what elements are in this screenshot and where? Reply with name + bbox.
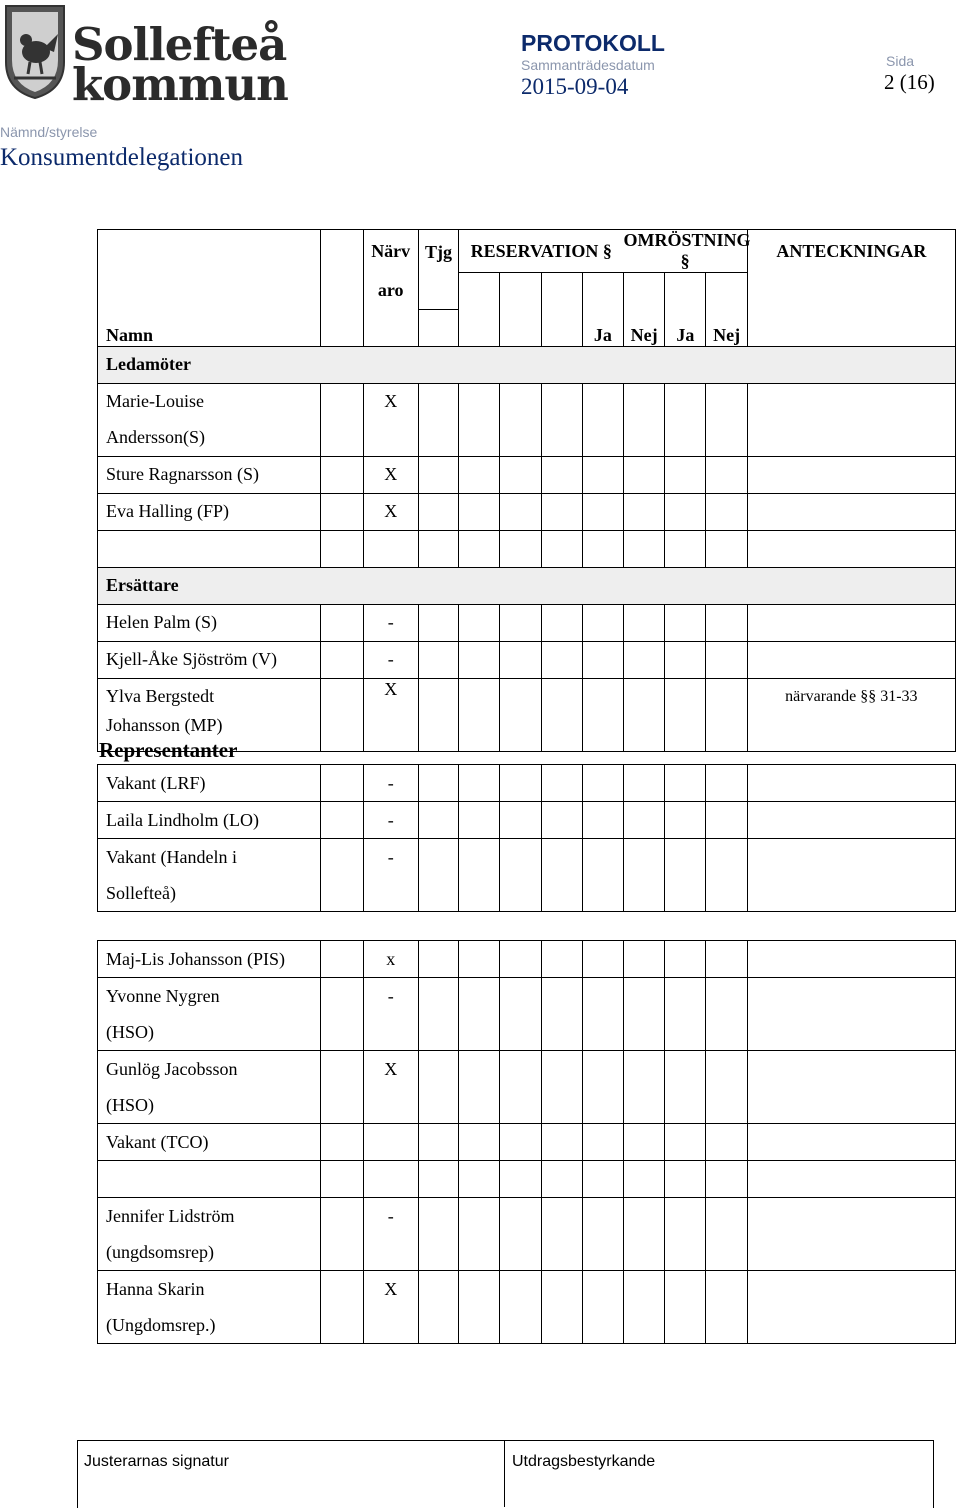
page-label: Sida <box>886 53 915 69</box>
column-omrostning: OMRÖSTNING § <box>623 230 751 271</box>
table-row <box>98 530 956 567</box>
table-row <box>98 802 956 839</box>
attendance-note: närvarande §§ 31-33 <box>747 678 955 715</box>
meeting-date: 2015-09-04 <box>521 74 629 99</box>
member-name: Eva Halling (FP) <box>98 493 321 530</box>
attendance-mark: X <box>363 456 418 493</box>
page-number: 2 (16) <box>884 70 935 94</box>
signature-box <box>77 1440 934 1508</box>
member-name-cont: (HSO) <box>98 1014 321 1051</box>
table-row <box>98 1234 956 1271</box>
attendance-mark: X <box>363 1271 418 1308</box>
attendance-mark: - <box>363 802 418 839</box>
member-name-cont: (HSO) <box>98 1087 321 1124</box>
coat-of-arms-logo <box>4 4 66 100</box>
member-name: Laila Lindholm (LO) <box>98 802 321 839</box>
attendance-mark: X <box>363 383 418 420</box>
brand-name-line1: Sollefteå <box>72 18 287 71</box>
attendance-table-members <box>97 229 956 752</box>
column-nej-1: Nej <box>624 309 665 346</box>
table-row <box>98 1087 956 1124</box>
member-name: Yvonne Nygren <box>98 978 321 1015</box>
member-name: Helen Palm (S) <box>98 604 321 641</box>
member-name: Sture Ragnarsson (S) <box>98 456 321 493</box>
attendance-mark: - <box>363 604 418 641</box>
member-name: Gunlög Jacobsson <box>98 1051 321 1088</box>
table-row <box>98 493 956 530</box>
table-row <box>98 1307 956 1344</box>
table-row <box>98 383 956 420</box>
board-label: Nämnd/styrelse <box>0 124 98 140</box>
attendance-mark: - <box>363 839 418 876</box>
attendance-mark: X <box>363 493 418 530</box>
table-row <box>98 456 956 493</box>
table-row <box>98 420 956 457</box>
column-reservation: RESERVATION § <box>459 230 624 273</box>
table-row <box>98 604 956 641</box>
member-name-cont: Sollefteå) <box>98 875 321 912</box>
member-name: Vakant (TCO) <box>98 1124 321 1161</box>
extract-certification-label: Utdragsbestyrkande <box>512 1453 656 1470</box>
section-ersattare: Ersättare <box>98 567 364 604</box>
column-ja-1: Ja <box>582 309 623 346</box>
table-row <box>98 678 956 715</box>
table-row <box>98 641 956 678</box>
attendance-mark <box>363 1124 418 1161</box>
member-name: Kjell-Åke Sjöström (V) <box>98 641 321 678</box>
column-tjg: Tjg <box>418 230 458 310</box>
table-row <box>98 875 956 912</box>
member-name-cont: (Ungdomsrep.) <box>98 1307 321 1344</box>
attendance-mark: - <box>363 1198 418 1235</box>
table-row <box>98 1124 956 1161</box>
table-row <box>98 1198 956 1235</box>
column-anteckningar: ANTECKNINGAR <box>747 230 955 273</box>
member-name-cont: Johansson (MP) <box>98 715 321 752</box>
attendance-mark: - <box>363 765 418 802</box>
brand-name-line2: kommun <box>72 58 288 111</box>
signature-divider <box>504 1440 505 1507</box>
meeting-date-label: Sammanträdesdatum <box>521 57 655 73</box>
member-name: Jennifer Lidström <box>98 1198 321 1235</box>
column-nej-2: Nej <box>706 309 747 346</box>
member-name: Vakant (Handeln i <box>98 839 321 876</box>
section-representanter: Representanter <box>99 738 238 762</box>
attendance-table-representatives <box>97 764 956 912</box>
table-row <box>98 1161 956 1198</box>
signature-label: Justerarnas signatur <box>84 1453 229 1470</box>
section-ledamoter: Ledamöter <box>98 346 364 383</box>
attendance-mark: - <box>363 641 418 678</box>
member-name: Maj-Lis Johansson (PIS) <box>98 941 321 978</box>
member-name: Hanna Skarin <box>98 1271 321 1308</box>
column-narvaro-line1: Närv <box>363 230 418 273</box>
table-row <box>98 765 956 802</box>
column-ja-2: Ja <box>665 309 706 346</box>
attendance-mark: x <box>363 941 418 978</box>
table-row <box>98 839 956 876</box>
attendance-mark: - <box>363 978 418 1015</box>
member-name-cont: Andersson(S) <box>98 420 321 457</box>
table-row <box>98 978 956 1015</box>
column-namn: Namn <box>98 309 321 346</box>
table-row <box>98 1014 956 1051</box>
table-row <box>98 1051 956 1088</box>
member-name: Ylva Bergstedt <box>98 678 321 715</box>
column-narvaro-line2: aro <box>363 273 418 310</box>
table-row <box>98 1271 956 1308</box>
attendance-table-others <box>97 940 956 1344</box>
attendance-mark: X <box>363 678 418 715</box>
document-type: PROTOKOLL <box>521 30 665 56</box>
table-row <box>98 941 956 978</box>
member-name-cont: (ungdsomsrep) <box>98 1234 321 1271</box>
attendance-mark: X <box>363 1051 418 1088</box>
board-name: Konsumentdelegationen <box>0 144 243 171</box>
member-name: Vakant (LRF) <box>98 765 321 802</box>
member-name: Marie-Louise <box>98 383 321 420</box>
